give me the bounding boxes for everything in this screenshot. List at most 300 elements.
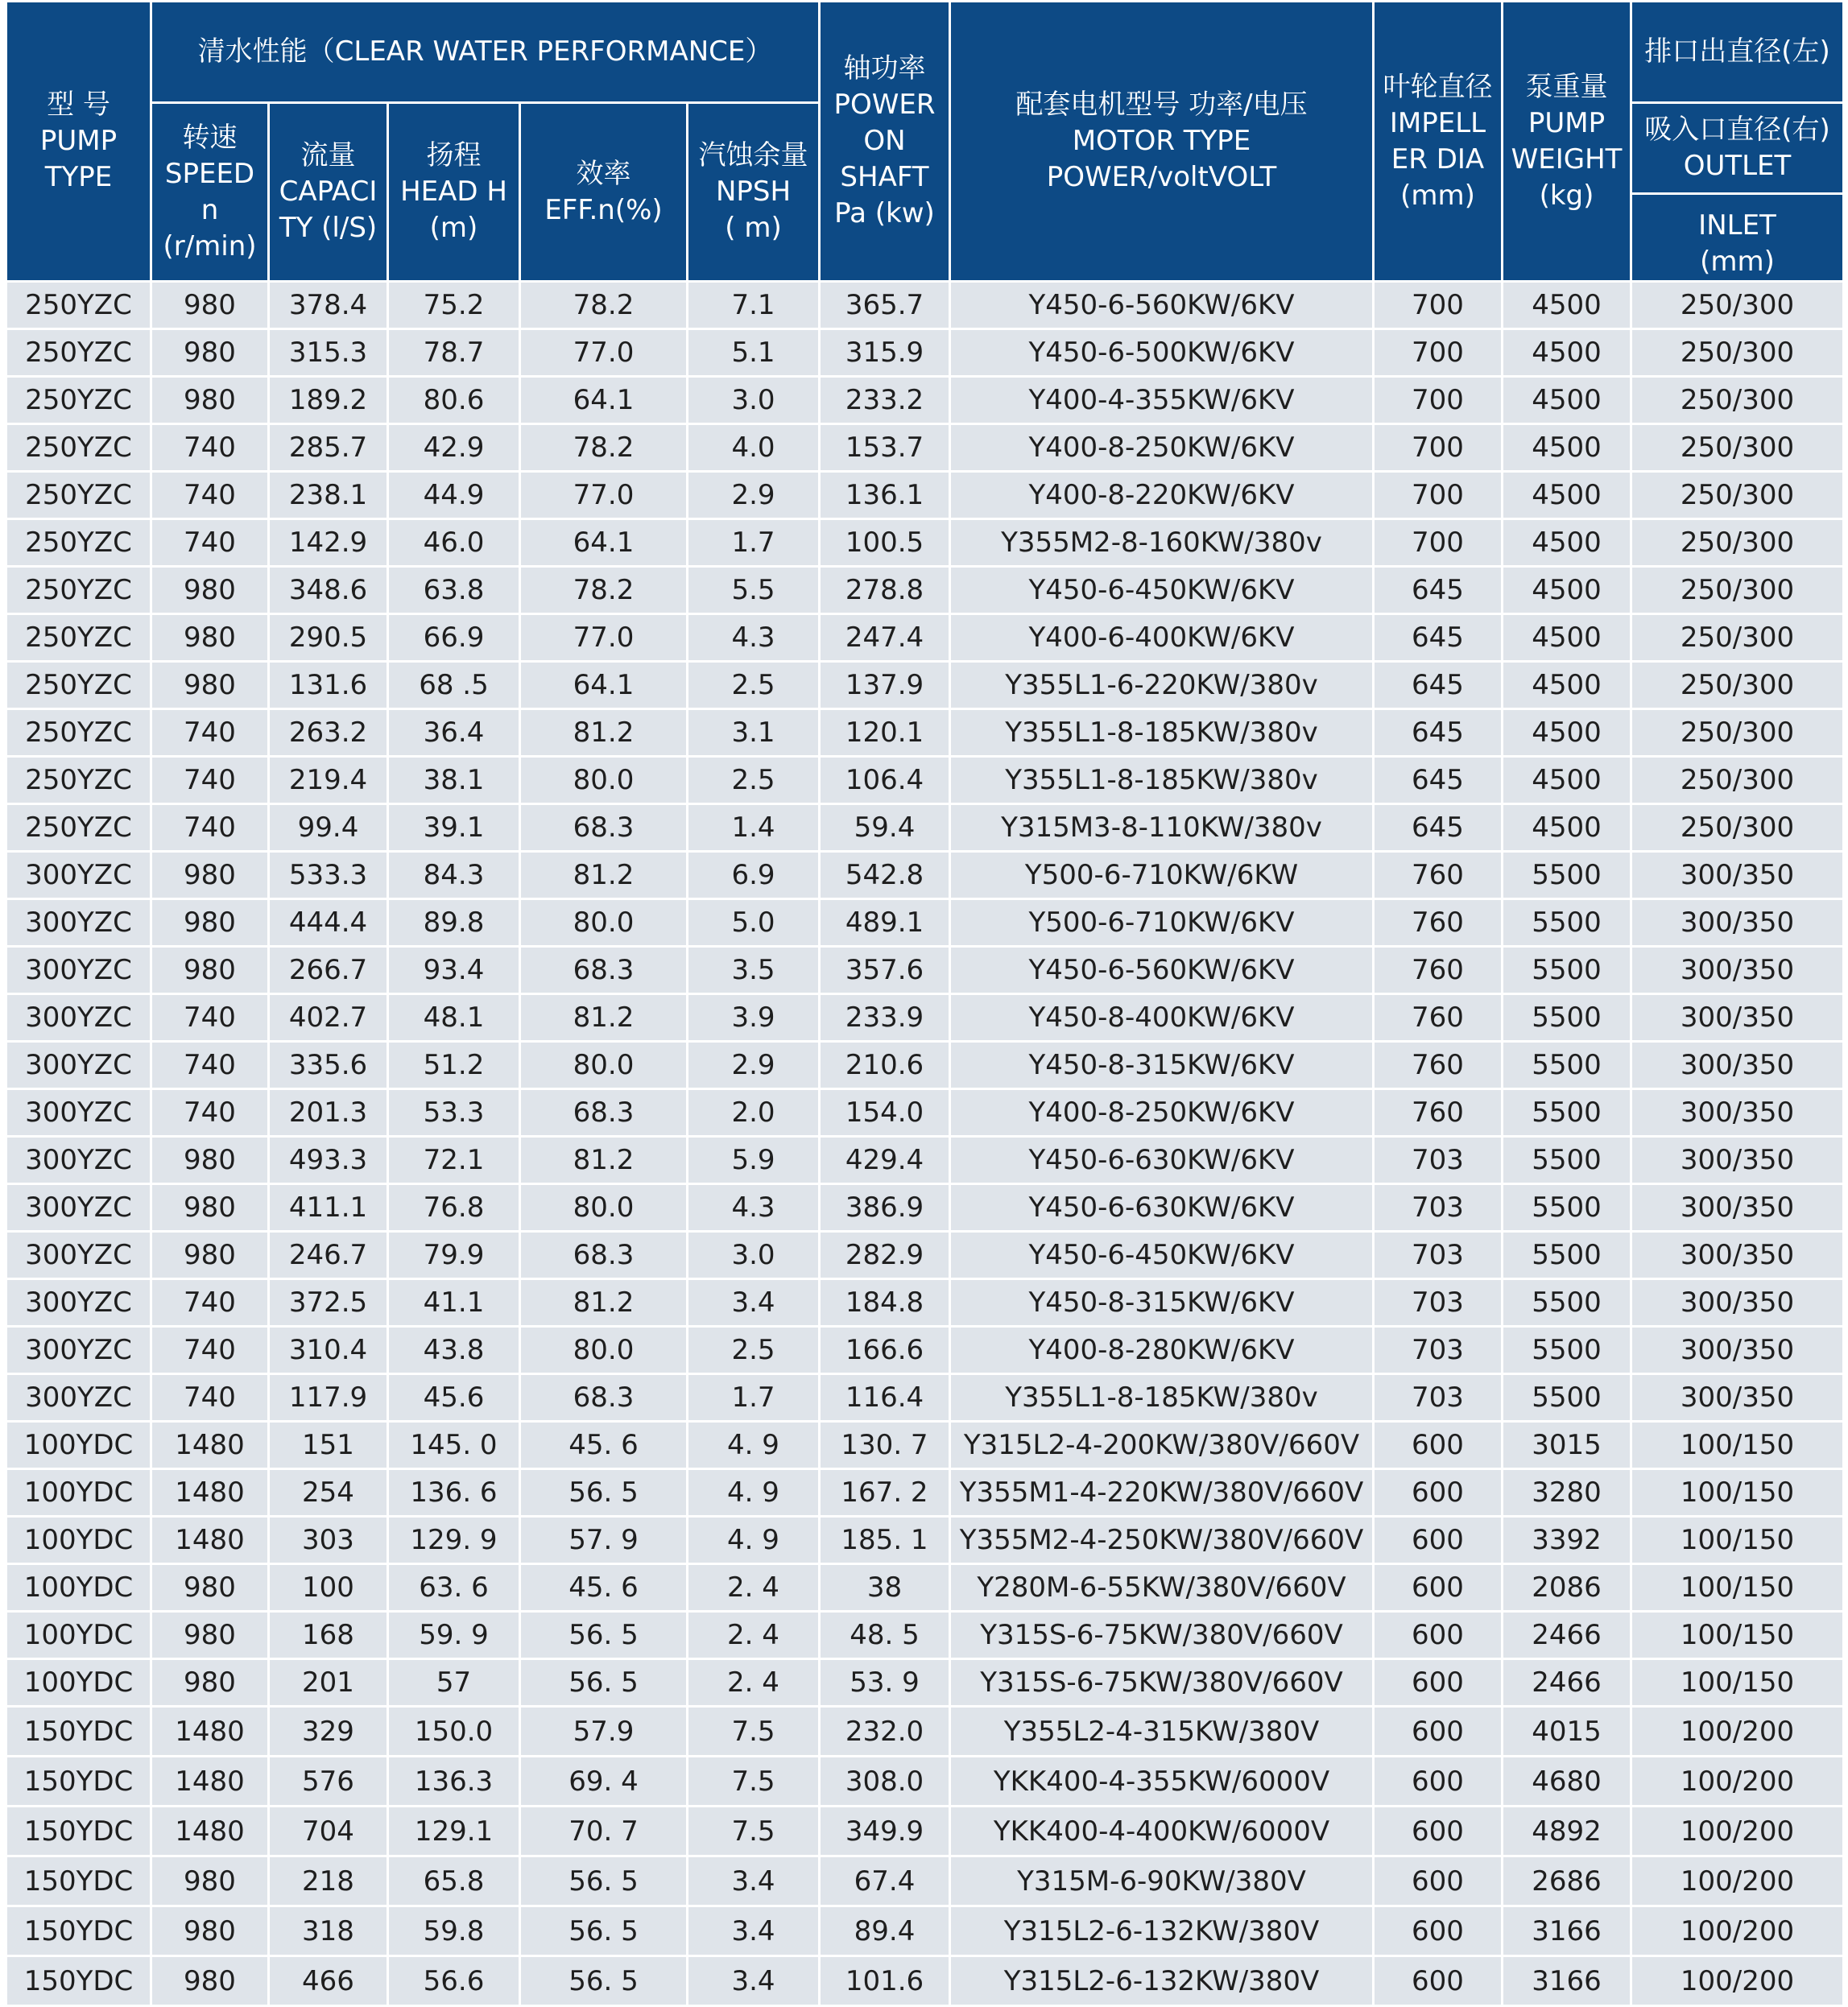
cell-shaft-power: 100.5 (820, 519, 950, 567)
cell-head: 75.2 (388, 282, 520, 329)
header-shaft-power: 轴功率 POWER ON SHAFT Pa (kw) (820, 2, 950, 282)
cell-impeller-diameter: 600 (1374, 1422, 1503, 1469)
cell-capacity: 372.5 (269, 1279, 388, 1327)
cell-outlet-inlet-diameter: 100/150 (1631, 1659, 1844, 1707)
cell-impeller-diameter: 645 (1374, 757, 1503, 804)
cell-speed: 740 (151, 757, 269, 804)
cell-impeller-diameter: 760 (1374, 947, 1503, 994)
cell-impeller-diameter: 600 (1374, 1906, 1503, 1956)
cell-pump-type: 250YZC (6, 472, 151, 519)
cell-pump-type: 100YDC (6, 1564, 151, 1612)
cell-motor-type: Y315M3-8-110KW/380v (950, 804, 1374, 852)
cell-motor-type: Y315L2-6-132KW/380V (950, 1906, 1374, 1956)
cell-efficiency: 64.1 (520, 662, 688, 709)
cell-head: 51.2 (388, 1042, 520, 1089)
cell-efficiency: 77.0 (520, 614, 688, 662)
cell-impeller-diameter: 700 (1374, 329, 1503, 377)
cell-impeller-diameter: 760 (1374, 1042, 1503, 1089)
table-row (6, 1422, 1844, 1469)
cell-pump-type: 300YZC (6, 1374, 151, 1422)
cell-speed: 1480 (151, 1807, 269, 1856)
cell-pump-type: 300YZC (6, 899, 151, 947)
cell-pump-type: 300YZC (6, 1042, 151, 1089)
cell-efficiency: 64.1 (520, 377, 688, 424)
cell-npsh: 7.5 (688, 1757, 820, 1807)
cell-capacity: 318 (269, 1906, 388, 1956)
cell-pump-type: 250YZC (6, 377, 151, 424)
cell-capacity: 315.3 (269, 329, 388, 377)
cell-pump-type: 150YDC (6, 1707, 151, 1757)
cell-efficiency: 80.0 (520, 1042, 688, 1089)
cell-outlet-inlet-diameter: 300/350 (1631, 1327, 1844, 1374)
table-row (6, 1184, 1844, 1232)
cell-outlet-inlet-diameter: 100/150 (1631, 1564, 1844, 1612)
cell-pump-type: 150YDC (6, 1956, 151, 2006)
cell-capacity: 266.7 (269, 947, 388, 994)
cell-npsh: 4.3 (688, 1184, 820, 1232)
cell-pump-weight: 3280 (1503, 1469, 1631, 1517)
cell-motor-type: Y400-4-355KW/6KV (950, 377, 1374, 424)
cell-efficiency: 77.0 (520, 472, 688, 519)
cell-pump-weight: 5500 (1503, 1327, 1631, 1374)
cell-outlet-inlet-diameter: 300/350 (1631, 947, 1844, 994)
cell-impeller-diameter: 700 (1374, 519, 1503, 567)
cell-pump-weight: 5500 (1503, 947, 1631, 994)
cell-npsh: 3.4 (688, 1906, 820, 1956)
cell-capacity: 348.6 (269, 567, 388, 614)
cell-outlet-inlet-diameter: 250/300 (1631, 804, 1844, 852)
cell-outlet-inlet-diameter: 250/300 (1631, 519, 1844, 567)
cell-pump-weight: 5500 (1503, 1232, 1631, 1279)
cell-npsh: 7.1 (688, 282, 820, 329)
cell-motor-type: YKK400-4-355KW/6000V (950, 1757, 1374, 1807)
cell-capacity: 335.6 (269, 1042, 388, 1089)
cell-head: 93.4 (388, 947, 520, 994)
cell-shaft-power: 233.2 (820, 377, 950, 424)
cell-shaft-power: 89.4 (820, 1906, 950, 1956)
cell-capacity: 218 (269, 1856, 388, 1906)
cell-motor-type: Y315M-6-90KW/380V (950, 1856, 1374, 1906)
cell-head: 43.8 (388, 1327, 520, 1374)
cell-pump-weight: 5500 (1503, 1137, 1631, 1184)
cell-pump-type: 250YZC (6, 424, 151, 472)
cell-outlet-inlet-diameter: 300/350 (1631, 1374, 1844, 1422)
table-header (6, 2, 1844, 282)
cell-pump-weight: 5500 (1503, 1374, 1631, 1422)
cell-shaft-power: 429.4 (820, 1137, 950, 1184)
header-head: 扬程 HEAD H (m) (388, 103, 520, 282)
cell-shaft-power: 357.6 (820, 947, 950, 994)
cell-pump-weight: 5500 (1503, 852, 1631, 899)
cell-pump-type: 250YZC (6, 804, 151, 852)
table-row (6, 804, 1844, 852)
cell-pump-weight: 2086 (1503, 1564, 1631, 1612)
cell-npsh: 4. 9 (688, 1517, 820, 1564)
cell-motor-type: Y450-8-315KW/6KV (950, 1042, 1374, 1089)
cell-efficiency: 81.2 (520, 994, 688, 1042)
cell-head: 48.1 (388, 994, 520, 1042)
header-clear-water-performance: 清水性能（CLEAR WATER PERFORMANCE） (151, 2, 820, 103)
cell-impeller-diameter: 645 (1374, 804, 1503, 852)
cell-pump-weight: 5500 (1503, 1184, 1631, 1232)
cell-npsh: 2.9 (688, 1042, 820, 1089)
table-row (6, 947, 1844, 994)
cell-pump-type: 100YDC (6, 1517, 151, 1564)
cell-impeller-diameter: 760 (1374, 1089, 1503, 1137)
cell-pump-type: 250YZC (6, 282, 151, 329)
table-row (6, 662, 1844, 709)
cell-shaft-power: 154.0 (820, 1089, 950, 1137)
cell-shaft-power: 349.9 (820, 1807, 950, 1856)
cell-pump-type: 300YZC (6, 1184, 151, 1232)
cell-pump-weight: 5500 (1503, 1279, 1631, 1327)
table-row (6, 1564, 1844, 1612)
cell-speed: 740 (151, 1089, 269, 1137)
cell-pump-type: 100YDC (6, 1612, 151, 1659)
cell-impeller-diameter: 600 (1374, 1707, 1503, 1757)
cell-pump-type: 100YDC (6, 1469, 151, 1517)
table-row (6, 1374, 1844, 1422)
cell-head: 41.1 (388, 1279, 520, 1327)
cell-capacity: 444.4 (269, 899, 388, 947)
cell-efficiency: 57. 9 (520, 1517, 688, 1564)
cell-motor-type: Y315L2-4-200KW/380V/660V (950, 1422, 1374, 1469)
cell-npsh: 5.0 (688, 899, 820, 947)
cell-motor-type: Y400-6-400KW/6KV (950, 614, 1374, 662)
cell-capacity: 402.7 (269, 994, 388, 1042)
cell-pump-weight: 3015 (1503, 1422, 1631, 1469)
cell-efficiency: 56. 5 (520, 1612, 688, 1659)
cell-capacity: 263.2 (269, 709, 388, 757)
cell-pump-weight: 5500 (1503, 994, 1631, 1042)
cell-impeller-diameter: 703 (1374, 1184, 1503, 1232)
cell-pump-weight: 4500 (1503, 614, 1631, 662)
cell-speed: 740 (151, 804, 269, 852)
cell-speed: 1480 (151, 1469, 269, 1517)
cell-impeller-diameter: 645 (1374, 567, 1503, 614)
cell-head: 66.9 (388, 614, 520, 662)
cell-speed: 980 (151, 377, 269, 424)
cell-shaft-power: 101.6 (820, 1956, 950, 2006)
cell-pump-weight: 4015 (1503, 1707, 1631, 1757)
cell-shaft-power: 489.1 (820, 899, 950, 947)
cell-shaft-power: 247.4 (820, 614, 950, 662)
cell-impeller-diameter: 600 (1374, 1807, 1503, 1856)
cell-npsh: 3.4 (688, 1956, 820, 2006)
cell-pump-weight: 4680 (1503, 1757, 1631, 1807)
cell-head: 150.0 (388, 1707, 520, 1757)
cell-impeller-diameter: 703 (1374, 1374, 1503, 1422)
cell-efficiency: 77.0 (520, 329, 688, 377)
cell-speed: 1480 (151, 1707, 269, 1757)
cell-pump-weight: 4500 (1503, 662, 1631, 709)
cell-head: 129. 9 (388, 1517, 520, 1564)
cell-impeller-diameter: 760 (1374, 994, 1503, 1042)
cell-impeller-diameter: 600 (1374, 1956, 1503, 2006)
cell-impeller-diameter: 645 (1374, 662, 1503, 709)
cell-pump-weight: 2466 (1503, 1612, 1631, 1659)
table-row (6, 1612, 1844, 1659)
cell-pump-type: 300YZC (6, 1137, 151, 1184)
cell-head: 44.9 (388, 472, 520, 519)
cell-efficiency: 81.2 (520, 1137, 688, 1184)
cell-motor-type: Y450-6-630KW/6KV (950, 1137, 1374, 1184)
cell-outlet-inlet-diameter: 100/150 (1631, 1612, 1844, 1659)
cell-efficiency: 80.0 (520, 757, 688, 804)
cell-head: 129.1 (388, 1807, 520, 1856)
cell-pump-type: 150YDC (6, 1856, 151, 1906)
cell-npsh: 5.9 (688, 1137, 820, 1184)
cell-motor-type: Y280M-6-55KW/380V/660V (950, 1564, 1374, 1612)
cell-motor-type: Y400-8-250KW/6KV (950, 424, 1374, 472)
cell-outlet-inlet-diameter: 300/350 (1631, 1232, 1844, 1279)
cell-pump-weight: 3392 (1503, 1517, 1631, 1564)
cell-speed: 1480 (151, 1422, 269, 1469)
cell-outlet-inlet-diameter: 250/300 (1631, 757, 1844, 804)
cell-npsh: 3.4 (688, 1279, 820, 1327)
cell-outlet-inlet-diameter: 300/350 (1631, 1089, 1844, 1137)
cell-pump-type: 300YZC (6, 1279, 151, 1327)
table-row (6, 1659, 1844, 1707)
cell-npsh: 4.3 (688, 614, 820, 662)
cell-head: 45.6 (388, 1374, 520, 1422)
cell-outlet-inlet-diameter: 250/300 (1631, 662, 1844, 709)
cell-shaft-power: 166.6 (820, 1327, 950, 1374)
cell-pump-weight: 4500 (1503, 472, 1631, 519)
cell-outlet-inlet-diameter: 250/300 (1631, 567, 1844, 614)
cell-outlet-inlet-diameter: 300/350 (1631, 1042, 1844, 1089)
cell-outlet-inlet-diameter: 300/350 (1631, 1184, 1844, 1232)
cell-npsh: 2.5 (688, 662, 820, 709)
cell-head: 56.6 (388, 1956, 520, 2006)
table-row (6, 994, 1844, 1042)
cell-head: 42.9 (388, 424, 520, 472)
table-row (6, 757, 1844, 804)
cell-pump-type: 250YZC (6, 329, 151, 377)
cell-motor-type: Y315S-6-75KW/380V/660V (950, 1612, 1374, 1659)
cell-efficiency: 78.2 (520, 567, 688, 614)
cell-impeller-diameter: 600 (1374, 1856, 1503, 1906)
cell-head: 39.1 (388, 804, 520, 852)
cell-capacity: 466 (269, 1956, 388, 2006)
cell-motor-type: Y450-6-560KW/6KV (950, 947, 1374, 994)
table-row (6, 424, 1844, 472)
cell-impeller-diameter: 600 (1374, 1517, 1503, 1564)
cell-pump-type: 250YZC (6, 662, 151, 709)
cell-outlet-inlet-diameter: 100/150 (1631, 1422, 1844, 1469)
cell-motor-type: Y355L1-8-185KW/380v (950, 1374, 1374, 1422)
cell-outlet-inlet-diameter: 100/200 (1631, 1956, 1844, 2006)
cell-pump-type: 250YZC (6, 614, 151, 662)
table-body (6, 282, 1844, 2006)
cell-npsh: 3.1 (688, 709, 820, 757)
cell-shaft-power: 278.8 (820, 567, 950, 614)
cell-capacity: 246.7 (269, 1232, 388, 1279)
cell-speed: 980 (151, 947, 269, 994)
cell-head: 68 .5 (388, 662, 520, 709)
cell-head: 63.8 (388, 567, 520, 614)
cell-shaft-power: 232.0 (820, 1707, 950, 1757)
cell-pump-weight: 4500 (1503, 709, 1631, 757)
cell-npsh: 2. 4 (688, 1564, 820, 1612)
cell-impeller-diameter: 760 (1374, 899, 1503, 947)
cell-capacity: 290.5 (269, 614, 388, 662)
cell-speed: 1480 (151, 1517, 269, 1564)
cell-motor-type: Y355L1-6-220KW/380v (950, 662, 1374, 709)
cell-outlet-inlet-diameter: 250/300 (1631, 614, 1844, 662)
cell-speed: 980 (151, 899, 269, 947)
cell-impeller-diameter: 645 (1374, 709, 1503, 757)
table-row (6, 1757, 1844, 1807)
cell-pump-weight: 4500 (1503, 377, 1631, 424)
cell-head: 78.7 (388, 329, 520, 377)
cell-pump-weight: 5500 (1503, 899, 1631, 947)
cell-npsh: 4. 9 (688, 1422, 820, 1469)
cell-speed: 980 (151, 1856, 269, 1906)
cell-impeller-diameter: 700 (1374, 377, 1503, 424)
cell-efficiency: 64.1 (520, 519, 688, 567)
cell-shaft-power: 38 (820, 1564, 950, 1612)
cell-head: 38.1 (388, 757, 520, 804)
cell-pump-type: 250YZC (6, 567, 151, 614)
table-row (6, 329, 1844, 377)
cell-outlet-inlet-diameter: 250/300 (1631, 472, 1844, 519)
cell-efficiency: 68.3 (520, 1089, 688, 1137)
cell-motor-type: Y450-8-400KW/6KV (950, 994, 1374, 1042)
cell-capacity: 100 (269, 1564, 388, 1612)
cell-npsh: 7.5 (688, 1707, 820, 1757)
cell-npsh: 4. 9 (688, 1469, 820, 1517)
cell-impeller-diameter: 703 (1374, 1232, 1503, 1279)
cell-motor-type: YKK400-4-400KW/6000V (950, 1807, 1374, 1856)
cell-speed: 980 (151, 614, 269, 662)
table-row (6, 852, 1844, 899)
cell-impeller-diameter: 703 (1374, 1137, 1503, 1184)
cell-motor-type: Y315L2-6-132KW/380V (950, 1956, 1374, 2006)
cell-motor-type: Y450-6-450KW/6KV (950, 567, 1374, 614)
cell-motor-type: Y355L1-8-185KW/380v (950, 757, 1374, 804)
cell-speed: 980 (151, 1137, 269, 1184)
cell-shaft-power: 136.1 (820, 472, 950, 519)
cell-npsh: 3.5 (688, 947, 820, 994)
cell-pump-type: 300YZC (6, 994, 151, 1042)
cell-speed: 740 (151, 1374, 269, 1422)
cell-pump-weight: 2466 (1503, 1659, 1631, 1707)
cell-npsh: 1.4 (688, 804, 820, 852)
cell-head: 145. 0 (388, 1422, 520, 1469)
table-row (6, 282, 1844, 329)
cell-pump-weight: 4500 (1503, 424, 1631, 472)
cell-speed: 980 (151, 662, 269, 709)
cell-efficiency: 56. 5 (520, 1956, 688, 2006)
table-row (6, 1856, 1844, 1906)
cell-shaft-power: 315.9 (820, 329, 950, 377)
cell-speed: 980 (151, 1232, 269, 1279)
cell-speed: 980 (151, 329, 269, 377)
table-row (6, 377, 1844, 424)
cell-capacity: 303 (269, 1517, 388, 1564)
cell-efficiency: 80.0 (520, 1327, 688, 1374)
table-row (6, 1707, 1844, 1757)
cell-npsh: 2.5 (688, 1327, 820, 1374)
cell-motor-type: Y500-6-710KW/6KW (950, 852, 1374, 899)
cell-npsh: 6.9 (688, 852, 820, 899)
cell-shaft-power: 53. 9 (820, 1659, 950, 1707)
cell-shaft-power: 184.8 (820, 1279, 950, 1327)
cell-outlet-inlet-diameter: 100/150 (1631, 1517, 1844, 1564)
header-capacity: 流量 CAPACI TY (l/S) (269, 103, 388, 282)
cell-speed: 980 (151, 1659, 269, 1707)
header-outlet-diameter: 排口出直径(左) (1631, 2, 1844, 103)
cell-impeller-diameter: 645 (1374, 614, 1503, 662)
cell-pump-weight: 4500 (1503, 329, 1631, 377)
cell-head: 84.3 (388, 852, 520, 899)
table-row (6, 614, 1844, 662)
cell-outlet-inlet-diameter: 300/350 (1631, 1279, 1844, 1327)
cell-outlet-inlet-diameter: 100/200 (1631, 1906, 1844, 1956)
cell-npsh: 4.0 (688, 424, 820, 472)
cell-pump-type: 250YZC (6, 519, 151, 567)
cell-outlet-inlet-diameter: 100/200 (1631, 1757, 1844, 1807)
cell-shaft-power: 185. 1 (820, 1517, 950, 1564)
cell-head: 65.8 (388, 1856, 520, 1906)
cell-shaft-power: 48. 5 (820, 1612, 950, 1659)
table-row (6, 1906, 1844, 1956)
header-npsh: 汽蚀余量 NPSH ( m) (688, 103, 820, 282)
cell-impeller-diameter: 760 (1374, 852, 1503, 899)
cell-shaft-power: 365.7 (820, 282, 950, 329)
cell-motor-type: Y450-6-500KW/6KV (950, 329, 1374, 377)
table-row (6, 1137, 1844, 1184)
cell-efficiency: 56. 5 (520, 1659, 688, 1707)
cell-pump-type: 150YDC (6, 1807, 151, 1856)
cell-speed: 980 (151, 282, 269, 329)
cell-motor-type: Y400-8-280KW/6KV (950, 1327, 1374, 1374)
cell-outlet-inlet-diameter: 300/350 (1631, 852, 1844, 899)
cell-outlet-inlet-diameter: 300/350 (1631, 899, 1844, 947)
cell-shaft-power: 233.9 (820, 994, 950, 1042)
cell-npsh: 1.7 (688, 519, 820, 567)
cell-speed: 740 (151, 472, 269, 519)
cell-npsh: 7.5 (688, 1807, 820, 1856)
cell-shaft-power: 106.4 (820, 757, 950, 804)
cell-head: 89.8 (388, 899, 520, 947)
cell-speed: 980 (151, 1612, 269, 1659)
cell-capacity: 411.1 (269, 1184, 388, 1232)
cell-pump-weight: 4500 (1503, 282, 1631, 329)
cell-motor-type: Y400-8-220KW/6KV (950, 472, 1374, 519)
cell-pump-type: 150YDC (6, 1757, 151, 1807)
cell-shaft-power: 167. 2 (820, 1469, 950, 1517)
table-row (6, 1279, 1844, 1327)
table-row (6, 1517, 1844, 1564)
cell-capacity: 201.3 (269, 1089, 388, 1137)
cell-npsh: 2.9 (688, 472, 820, 519)
cell-head: 76.8 (388, 1184, 520, 1232)
cell-impeller-diameter: 600 (1374, 1612, 1503, 1659)
cell-capacity: 189.2 (269, 377, 388, 424)
cell-efficiency: 68.3 (520, 1374, 688, 1422)
cell-capacity: 329 (269, 1707, 388, 1757)
cell-outlet-inlet-diameter: 100/200 (1631, 1807, 1844, 1856)
cell-pump-weight: 4500 (1503, 757, 1631, 804)
cell-capacity: 285.7 (269, 424, 388, 472)
cell-impeller-diameter: 700 (1374, 424, 1503, 472)
cell-speed: 740 (151, 424, 269, 472)
cell-capacity: 493.3 (269, 1137, 388, 1184)
cell-pump-type: 300YZC (6, 1327, 151, 1374)
cell-speed: 740 (151, 1327, 269, 1374)
